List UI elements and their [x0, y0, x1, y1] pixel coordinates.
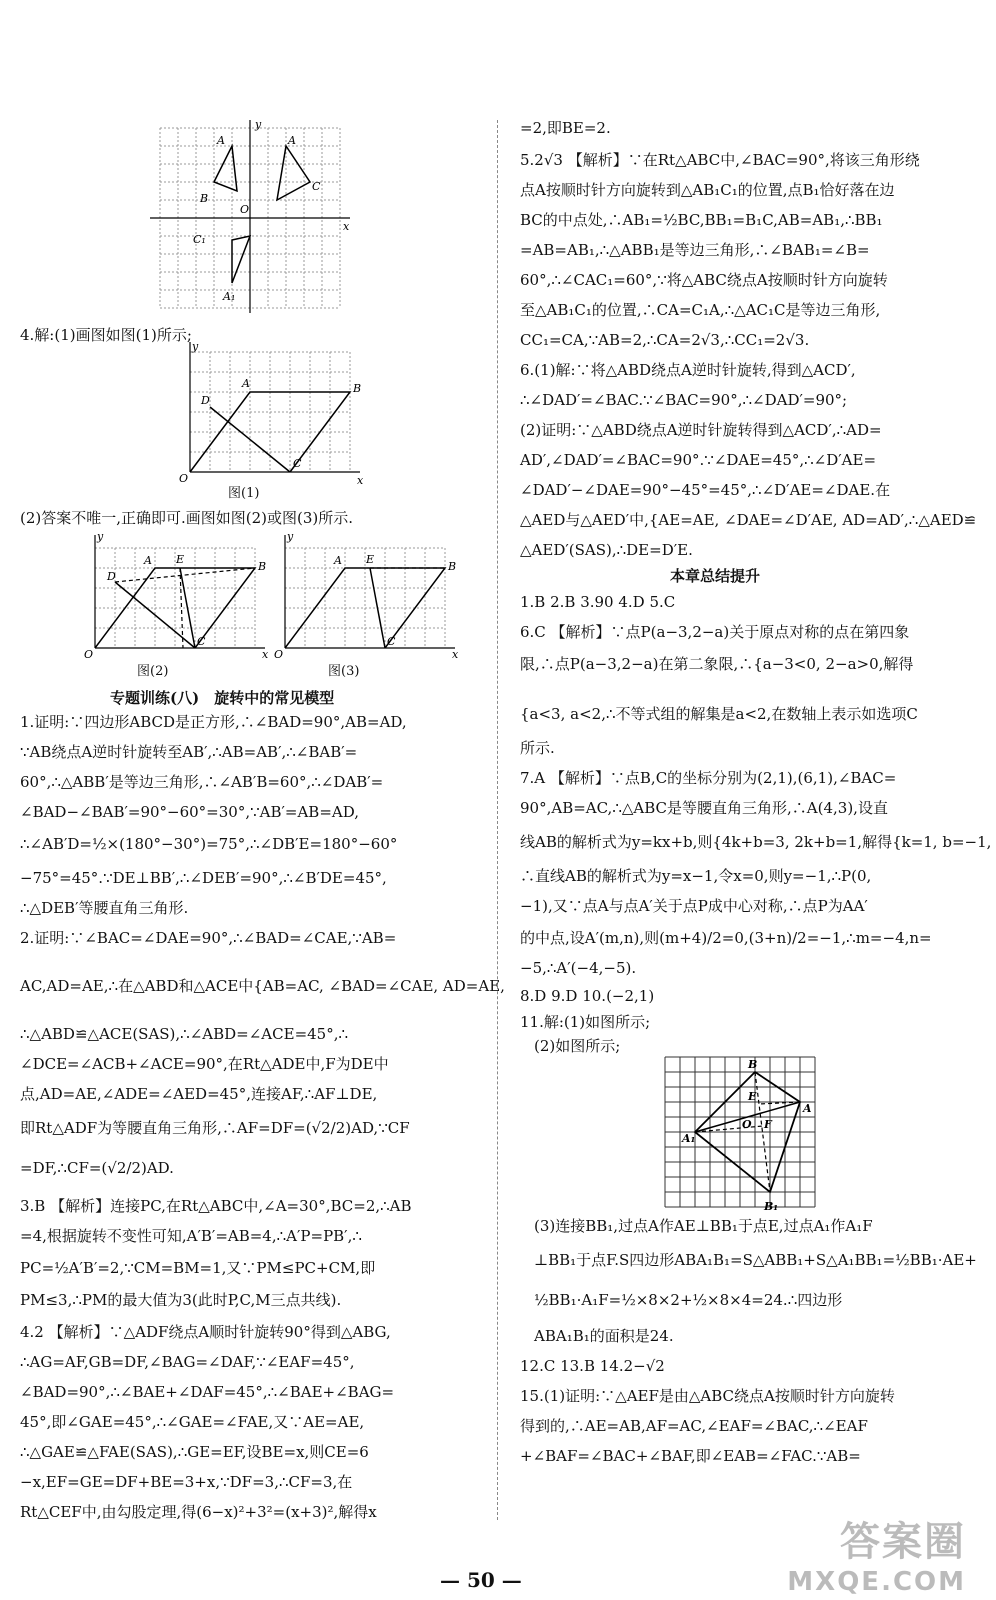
left-line: ∴△GAE≌△FAE(SAS),∴GE=EF,设BE=x,则CE=6 — [20, 1443, 369, 1461]
right-line: ½BB₁·A₁F=½×8×2+½×8×4=24.∴四边形 — [534, 1291, 843, 1309]
right-line: 11.解:(1)如图所示; — [520, 1013, 651, 1031]
q11-label-b1: B₁ — [764, 1200, 779, 1213]
q11-grid-figure — [660, 1052, 820, 1217]
right-line: 限,∴点P(a−3,2−a)在第二象限,∴{a−3<0, 2−a>0,解得 — [520, 655, 914, 673]
left-line: ∠DCE=∠ACB+∠ACE=90°,在Rt△ADE中,F为DE中 — [20, 1055, 389, 1073]
right-line: =AB=AB₁,∴△ABB₁是等边三角形,∴∠BAB₁=∠B= — [520, 241, 870, 259]
right-line: 6.C 【解析】∵点P(a−3,2−a)关于原点对称的点在第四象 — [520, 623, 910, 641]
figure-1-caption: 图(1) — [228, 486, 260, 501]
svg-text:O: O — [274, 648, 284, 661]
right-line: 的中点,设A′(m,n),则(m+4)/2=0,(3+n)/2=−1,∴m=−4,n= — [520, 929, 932, 947]
right-line: {a<3, a<2,∴不等式组的解集是a<2,在数轴上表示如选项C — [520, 705, 918, 723]
q11-label-a1: A₁ — [682, 1132, 696, 1145]
right-line: 所示. — [520, 739, 555, 757]
right-line: ∴∠DAD′=∠BAC.∵∠BAC=90°,∴∠DAD′=90°; — [520, 391, 848, 409]
right-line: △AED与△AED′中,{AE=AE, ∠DAE=∠D′AE, AD=AD′,∴△AED≌ — [520, 511, 977, 529]
q11-label-a: A — [803, 1102, 812, 1115]
right-line: (3)连接BB₁,过点A作AE⊥BB₁于点E,过点A₁作A₁F — [534, 1217, 873, 1235]
right-line: =2,即BE=2. — [520, 119, 611, 137]
right-line: 点A按顺时针方向旋转到△AB₁C₁的位置,点B₁恰好落在边 — [520, 181, 895, 199]
q4-heading: 4.解:(1)画图如图(1)所示; — [20, 326, 192, 344]
right-line: 得到的,∴AE=AB,AF=AC,∠EAF=∠BAC,∴∠EAF — [520, 1417, 868, 1435]
right-line: ⊥BB₁于点F.S四边形ABA₁B₁=S△ABB₁+S△A₁BB₁=½BB₁·AE+ — [534, 1251, 977, 1269]
svg-text:y: y — [287, 530, 294, 543]
coordinate-figure-top — [145, 118, 355, 313]
left-line: ∴△ABD≌△ACE(SAS),∴∠ABD=∠ACE=45°,∴ — [20, 1025, 349, 1043]
right-line: ABA₁B₁的面积是24. — [534, 1327, 674, 1345]
right-line: (2)证明:∵△ABD绕点A逆时针旋转得到△ACD′,∴AD= — [520, 421, 882, 439]
right-line: ∠DAD′−∠DAE=90°−45°=45°,∴∠D′AE=∠DAE.在 — [520, 481, 891, 499]
svg-text:A: A — [334, 554, 342, 567]
right-line: 15.(1)证明:∵△AEF是由△ABC绕点A按顺时针方向旋转 — [520, 1387, 895, 1405]
figure-2-caption: 图(2) — [137, 664, 169, 679]
svg-text:x: x — [357, 474, 364, 487]
right-line: 至△AB₁C₁的位置,∴CA=C₁A,∴△AC₁C是等边三角形, — [520, 301, 881, 319]
svg-text:C: C — [387, 635, 396, 648]
watermark-logo: 答案圈 — [840, 1519, 966, 1565]
left-line: PM≤3,∴PM的最大值为3(此时P,C,M三点共线). — [20, 1291, 342, 1309]
right-line: 1.B 2.B 3.90 4.D 5.C — [520, 593, 676, 611]
figure-3 — [260, 530, 460, 662]
q11-label-e: E — [748, 1090, 757, 1103]
left-column — [20, 0, 505, 1521]
fig-top-label-a: A — [217, 134, 225, 147]
left-line: ∠BAD−∠BAB′=90°−60°=30°,∵AB′=AB=AD, — [20, 803, 359, 821]
left-line: 2.证明:∵∠BAC=∠DAE=90°,∴∠BAD=∠CAE,∵AB= — [20, 929, 397, 947]
left-line: 45°,即∠GAE=45°,∴∠GAE=∠FAE,又∵AE=AE, — [20, 1413, 365, 1431]
right-line: CC₁=CA,∵AB=2,∴CA=2√3,∴CC₁=2√3. — [520, 331, 810, 349]
left-line: ∴AG=AF,GB=DF,∠BAG=∠DAF,∵∠EAF=45°, — [20, 1353, 355, 1371]
svg-text:C: C — [197, 635, 206, 648]
svg-text:E: E — [176, 553, 185, 566]
fig-top-label-a-2: A — [288, 134, 296, 147]
right-line: 7.A 【解析】∵点B,C的坐标分别为(2,1),(6,1),∠BAC= — [520, 769, 897, 787]
left-line: −75°=45°.∵DE⊥BB′,∴∠DEB′=90°,∴∠B′DE=45°, — [20, 869, 387, 887]
right-line: △AED′(SAS),∴DE=D′E. — [520, 541, 693, 559]
left-line: ∴∠AB′D=½×(180°−30°)=75°,∴∠DB′E=180°−60° — [20, 835, 398, 853]
watermark — [787, 1510, 966, 1597]
figure-3-caption: 图(3) — [328, 664, 360, 679]
fig-top-label-o: O — [240, 203, 250, 216]
q11-label-f: F — [764, 1118, 772, 1131]
svg-text:A: A — [144, 554, 152, 567]
section-title-rotation-models: 专题训练(八) 旋转中的常见模型 — [110, 689, 335, 707]
svg-text:B: B — [353, 382, 362, 395]
right-line: (2)如图所示; — [534, 1037, 621, 1055]
right-line: 8.D 9.D 10.(−2,1) — [520, 987, 655, 1005]
fig-top-label-b1: B — [200, 192, 209, 205]
left-line: AC,AD=AE,∴在△ABD和△ACE中{AB=AC, ∠BAD=∠CAE, AD=AE, — [20, 977, 505, 995]
right-line: 线AB的解析式为y=kx+b,则{4k+b=3, 2k+b=1,解得{k=1, b=−1, — [520, 833, 992, 851]
right-line: 5.2√3 【解析】∵在Rt△ABC中,∠BAC=90°,将该三角形绕 — [520, 151, 920, 169]
figure-1 — [165, 342, 365, 492]
right-column — [520, 0, 990, 1520]
svg-text:O: O — [84, 648, 94, 661]
svg-text:y: y — [192, 342, 199, 353]
right-line: +∠BAF=∠BAC+∠BAF,即∠EAB=∠FAC.∵AB= — [520, 1447, 861, 1465]
fig-top-label-a3: A₁ — [223, 290, 236, 303]
left-line: ∵AB绕点A逆时针旋转至AB′,∴AB=AB′,∴∠BAB′= — [20, 743, 358, 761]
right-line: −5,∴A′(−4,−5). — [520, 959, 637, 977]
svg-text:O: O — [179, 472, 189, 485]
left-line: −x,EF=GE=DF+BE=3+x,∵DF=3,∴CF=3,在 — [20, 1473, 353, 1491]
svg-text:B: B — [448, 560, 457, 573]
svg-text:C: C — [293, 457, 302, 470]
watermark-url: MXQE.COM — [787, 1567, 966, 1597]
left-line: 4.2 【解析】∵△ADF绕点A顺时针旋转90°得到△ABG, — [20, 1323, 391, 1341]
q11-label-b: B — [748, 1058, 758, 1071]
svg-text:D: D — [107, 570, 116, 583]
right-line: 90°,AB=AC,∴△ABC是等腰直角三角形,∴A(4,3),设直 — [520, 799, 888, 817]
right-line: 60°,∴∠CAC₁=60°,∵将△ABC绕点A按顺时针方向旋转 — [520, 271, 888, 289]
right-line: 12.C 13.B 14.2−√2 — [520, 1357, 665, 1375]
svg-text:B: B — [258, 560, 267, 573]
right-line: BC的中点处,∴AB₁=½BC,BB₁=B₁C,AB=AB₁,∴BB₁ — [520, 211, 883, 229]
svg-text:E: E — [366, 553, 375, 566]
left-line: =DF,∴CF=(√2/2)AD. — [20, 1159, 174, 1177]
left-line: ∠BAD=90°,∴∠BAE+∠DAF=45°,∴∠BAE+∠BAG= — [20, 1383, 395, 1401]
q4-part2: (2)答案不唯一,正确即可.画图如图(2)或图(3)所示. — [20, 509, 354, 527]
fig-top-label-c1: C — [312, 180, 321, 193]
right-line: −1),又∵点A与点A′关于点P成中心对称,∴点P为AA′ — [520, 897, 868, 915]
svg-text:A: A — [242, 377, 250, 390]
fig-top-label-c3: C₁ — [193, 233, 206, 246]
svg-text:y: y — [97, 530, 104, 543]
left-line: ∴△DEB′等腰直角三角形. — [20, 899, 189, 917]
left-line: =4,根据旋转不变性可知,A′B′=AB=4,∴A′P=PB′,∴ — [20, 1227, 362, 1245]
right-line: 6.(1)解:∵将△ABD绕点A逆时针旋转,得到△ACD′, — [520, 361, 856, 379]
left-line: 1.证明:∵四边形ABCD是正方形,∴∠BAD=90°,AB=AD, — [20, 713, 407, 731]
right-line: ∴直线AB的解析式为y=x−1,令x=0,则y=−1,∴P(0, — [520, 867, 872, 885]
fig-top-label-y: y — [255, 118, 262, 131]
column-divider — [497, 120, 498, 1520]
svg-text:x: x — [262, 648, 269, 661]
figure-2 — [70, 530, 270, 662]
left-line: 3.B 【解析】连接PC,在Rt△ABC中,∠A=30°,BC=2,∴AB — [20, 1197, 412, 1215]
svg-text:D: D — [201, 394, 210, 407]
left-line: 即Rt△ADF为等腰直角三角形,∴AF=DF=(√2/2)AD,∵CF — [20, 1119, 410, 1137]
svg-text:x: x — [452, 648, 459, 661]
left-line: PC=½A′B′=2,∵CM=BM=1,又∵PM≤PC+CM,即 — [20, 1259, 376, 1277]
q11-label-o: O — [742, 1118, 752, 1131]
left-line: 60°,∴△ABB′是等边三角形,∴∠AB′B=60°,∴∠DAB′= — [20, 773, 384, 791]
right-line: AD′,∠DAD′=∠BAC=90°.∵∠DAE=45°,∴∠D′AE= — [520, 451, 877, 469]
section-title-chapter-summary: 本章总结提升 — [670, 567, 761, 585]
left-line: Rt△CEF中,由勾股定理,得(6−x)²+3²=(x+3)²,解得x — [20, 1503, 377, 1521]
fig-top-label-x: x — [343, 220, 350, 233]
page-number: — 50 — — [440, 1568, 522, 1592]
left-line: 点,AD=AE,∠ADE=∠AED=45°,连接AF,∴AF⊥DE, — [20, 1085, 378, 1103]
